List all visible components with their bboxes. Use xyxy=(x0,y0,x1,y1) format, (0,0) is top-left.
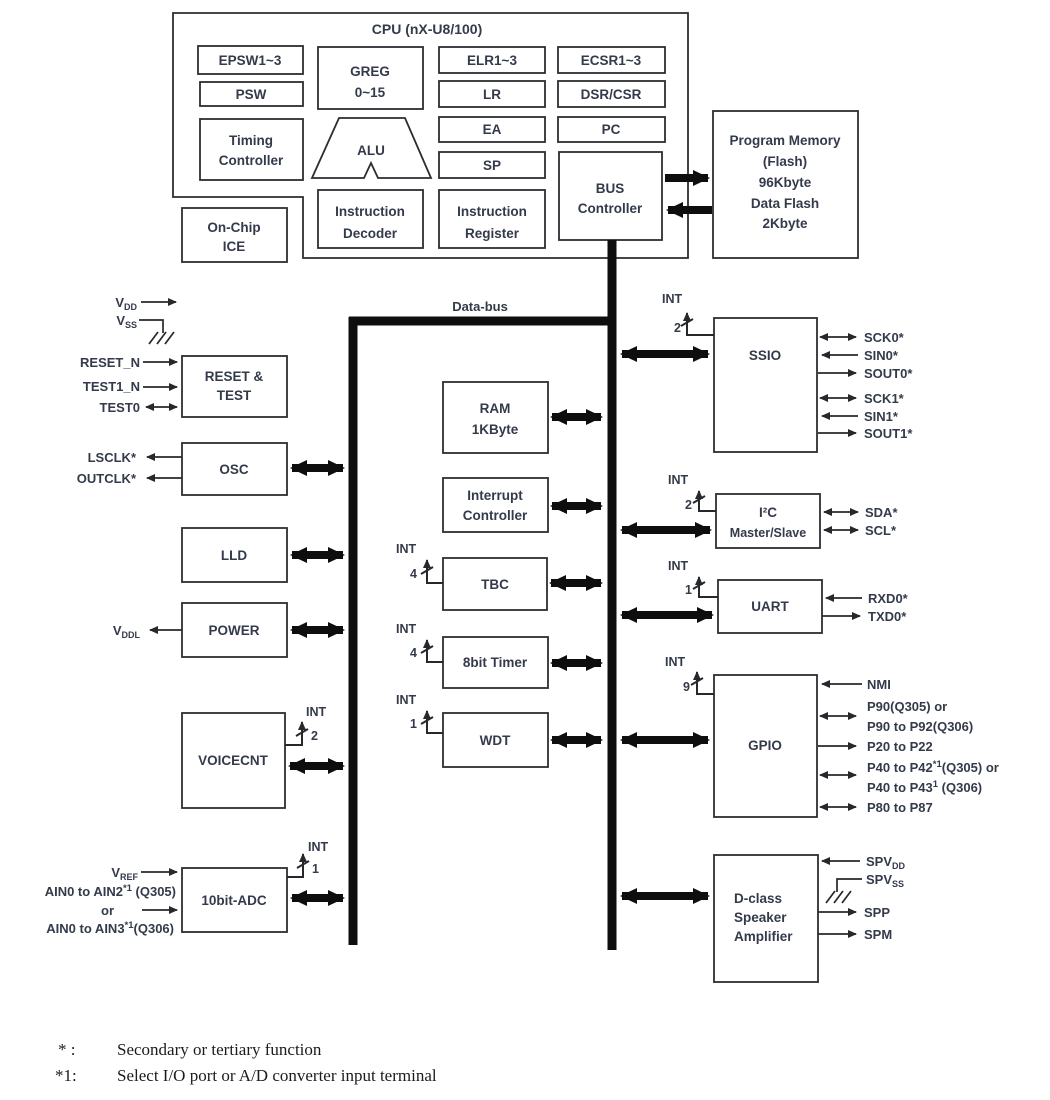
power-supply-pins xyxy=(115,295,176,344)
ain-q306-pin-label: AIN0 to AIN3$^{*1}$(Q306) xyxy=(46,920,174,936)
cpu-title: CPU (nX-U8/100) xyxy=(371,21,483,37)
voicecnt-int-label: INT xyxy=(306,705,327,719)
elr-label: ELR1~3 xyxy=(467,53,517,68)
spvss-ground-icon xyxy=(826,891,851,903)
wdt-label: WDT xyxy=(479,733,511,748)
bus-controller-label-1: BUS xyxy=(595,181,625,196)
p40-q306-pin-label: P40 to $P43^1$ (Q306) xyxy=(867,779,983,795)
program-memory-block xyxy=(665,111,858,258)
tbc-int-label: INT xyxy=(396,542,417,556)
tbc-label: TBC xyxy=(481,577,509,592)
reset-test-block xyxy=(80,355,287,417)
i2c-int-arrow xyxy=(699,491,716,511)
dclass-label-3: Amplifier xyxy=(734,929,793,944)
dclass-amplifier-block xyxy=(622,854,906,982)
spvss-pin-label: $SPV_{SS}$ xyxy=(866,872,905,889)
timer8-int-count: 4 xyxy=(410,646,417,660)
nmi-pin-label: NMI xyxy=(867,677,891,692)
adc-block xyxy=(45,840,343,936)
instruction-decoder-label-2: Decoder xyxy=(342,226,398,241)
p40-q305-pin-label: P40 to P42$^{*1}$(Q305) or xyxy=(867,759,999,775)
test0-pin-label: TEST0 xyxy=(99,400,140,415)
vref-pin-label: $V_{REF}$ xyxy=(111,865,138,882)
lr-label: LR xyxy=(483,87,501,102)
uart-block xyxy=(622,559,909,633)
voicecnt-block xyxy=(182,705,343,808)
bus-controller-label-2: Controller xyxy=(577,201,643,216)
spvss-wire xyxy=(837,879,862,892)
gpio-block xyxy=(622,655,999,817)
p20-pin-label: P20 to P22 xyxy=(867,739,933,754)
instruction-decoder-label-1: Instruction xyxy=(335,204,405,219)
sda-pin-label: SDA* xyxy=(865,505,898,520)
note-1-text: Secondary or tertiary function xyxy=(117,1040,322,1059)
wdt-block xyxy=(396,693,601,767)
vss-wire xyxy=(139,320,163,333)
alu-label: ALU xyxy=(357,143,385,158)
interrupt-controller-box xyxy=(443,478,548,532)
ssio-int-label: INT xyxy=(662,292,683,306)
note-2-marker: *1: xyxy=(55,1066,77,1085)
note-1-marker: * : xyxy=(58,1040,76,1059)
test1-n-pin-label: TEST1_N xyxy=(82,379,140,394)
gpio-int-arrow xyxy=(697,672,714,694)
epsw-label: EPSW1~3 xyxy=(218,53,282,68)
ssio-block xyxy=(622,292,913,452)
tbc-int-count: 4 xyxy=(410,567,417,581)
vddl-pin-label: $V_{DDL}$ xyxy=(112,623,140,640)
lld-block xyxy=(182,528,343,582)
sout1-pin-label: SOUT1* xyxy=(864,426,913,441)
instruction-register-label-2: Register xyxy=(464,226,520,241)
ssio-int-arrow xyxy=(687,313,714,335)
ssio-box xyxy=(714,318,817,452)
tbc-block xyxy=(396,542,601,610)
vss-pin-label: $V_{SS}$ xyxy=(116,313,137,330)
osc-label: OSC xyxy=(219,462,249,477)
wdt-int-count: 1 xyxy=(410,717,417,731)
timing-controller-label-1: Timing xyxy=(228,133,274,148)
uart-int-count: 1 xyxy=(685,583,692,597)
power-label: POWER xyxy=(208,623,260,638)
timer8-int-arrow xyxy=(427,640,443,662)
footnotes xyxy=(55,1040,437,1085)
instruction-register-label-1: Instruction xyxy=(457,204,527,219)
ram-box xyxy=(443,382,548,453)
bus-controller-box xyxy=(559,152,662,240)
ram-label-1: RAM xyxy=(479,401,511,416)
interrupt-controller-label-2: Controller xyxy=(462,508,528,523)
interrupt-controller-label-1: Interrupt xyxy=(467,488,523,503)
program-memory-line-2: (Flash) xyxy=(762,154,808,169)
uart-int-arrow xyxy=(699,577,718,597)
greg-label-1: GREG xyxy=(350,64,390,79)
gpio-int-label: INT xyxy=(665,655,686,669)
gpio-label: GPIO xyxy=(748,738,782,753)
i2c-int-label: INT xyxy=(668,473,689,487)
uart-label: UART xyxy=(751,599,789,614)
ground-icon xyxy=(149,332,174,344)
ssio-int-count: 2 xyxy=(674,321,681,335)
interrupt-controller-block xyxy=(443,478,601,532)
ain-or-label: or xyxy=(101,903,114,918)
pc-label: PC xyxy=(601,122,621,137)
sp-label: SP xyxy=(482,158,502,173)
program-memory-line-5: 2Kbyte xyxy=(762,216,808,231)
dsr-csr-label: DSR/CSR xyxy=(580,87,642,102)
outclk-pin-label: OUTCLK* xyxy=(76,471,136,486)
rxd0-pin-label: RXD0* xyxy=(868,591,908,606)
wdt-int-arrow xyxy=(427,711,443,733)
ram-label-2: 1KByte xyxy=(471,422,519,437)
ea-label: EA xyxy=(482,122,502,137)
sout0-pin-label: SOUT0* xyxy=(864,366,913,381)
scl-pin-label: SCL* xyxy=(865,523,897,538)
spm-pin-label: SPM xyxy=(864,927,893,942)
tbc-int-arrow xyxy=(427,560,443,583)
i2c-int-count: 2 xyxy=(685,498,692,512)
i2c-label-1: I²C xyxy=(759,505,777,520)
reset-test-label-1: RESET & xyxy=(204,369,264,384)
timer8-label: 8bit Timer xyxy=(462,655,528,670)
reset-n-pin-label: RESET_N xyxy=(80,355,140,370)
adc-label: 10bit-ADC xyxy=(201,893,267,908)
on-chip-ice-label-2: ICE xyxy=(222,239,246,254)
osc-block xyxy=(77,443,343,495)
wdt-int-label: INT xyxy=(396,693,417,707)
adc-int-count: 1 xyxy=(312,862,319,876)
note-2-text: Select I/O port or A/D converter input terminal xyxy=(117,1066,437,1085)
p90-q305-pin-label: P90(Q305) or xyxy=(867,699,948,714)
sck0-pin-label: SCK0* xyxy=(864,330,904,345)
lld-label: LLD xyxy=(220,548,248,563)
timer8-block xyxy=(396,622,601,688)
reset-test-box xyxy=(182,356,287,417)
dclass-label-1: D-class xyxy=(734,891,783,906)
sin1-pin-label: SIN1* xyxy=(864,409,898,424)
program-memory-line-1: Program Memory xyxy=(729,133,841,148)
gpio-int-count: 9 xyxy=(683,680,690,694)
timing-controller-box xyxy=(200,119,303,180)
adc-int-label: INT xyxy=(308,840,329,854)
voicecnt-label: VOICECNT xyxy=(198,753,268,768)
i2c-block xyxy=(622,473,898,548)
greg-label-2: 0~15 xyxy=(354,85,386,100)
sck1-pin-label: SCK1* xyxy=(864,391,904,406)
reset-test-label-2: TEST xyxy=(216,388,252,403)
spvdd-pin-label: $SPV_{DD}$ xyxy=(866,854,906,871)
lsclk-pin-label: LSCLK* xyxy=(87,450,136,465)
timing-controller-label-2: Controller xyxy=(218,153,284,168)
timer8-int-label: INT xyxy=(396,622,417,636)
txd0-pin-label: TXD0* xyxy=(868,609,907,624)
ssio-label: SSIO xyxy=(748,348,782,363)
uart-int-label: INT xyxy=(668,559,689,573)
spp-pin-label: SPP xyxy=(864,905,891,920)
ram-block xyxy=(443,382,601,453)
p90-q306-pin-label: P90 to P92(Q306) xyxy=(867,719,974,734)
vdd-pin-label: $V_{DD}$ xyxy=(115,295,137,312)
data-bus-label: Data-bus xyxy=(452,299,508,314)
i2c-label-2: Master/Slave xyxy=(729,526,807,540)
voicecnt-int-count: 2 xyxy=(311,729,318,743)
p80-pin-label: P80 to P87 xyxy=(867,800,933,815)
power-block xyxy=(113,603,343,657)
on-chip-ice-block xyxy=(182,208,287,262)
on-chip-ice-label-1: On-Chip xyxy=(207,220,261,235)
sin0-pin-label: SIN0* xyxy=(864,348,898,363)
psw-label: PSW xyxy=(235,87,267,102)
dclass-label-2: Speaker xyxy=(734,910,787,925)
ain-q305-pin-label: AIN0 to AIN2$^{*1}$ (Q305) xyxy=(44,883,176,899)
program-memory-line-3: 96Kbyte xyxy=(758,175,812,190)
program-memory-line-4: Data Flash xyxy=(750,196,820,211)
ecsr-label: ECSR1~3 xyxy=(580,53,642,68)
